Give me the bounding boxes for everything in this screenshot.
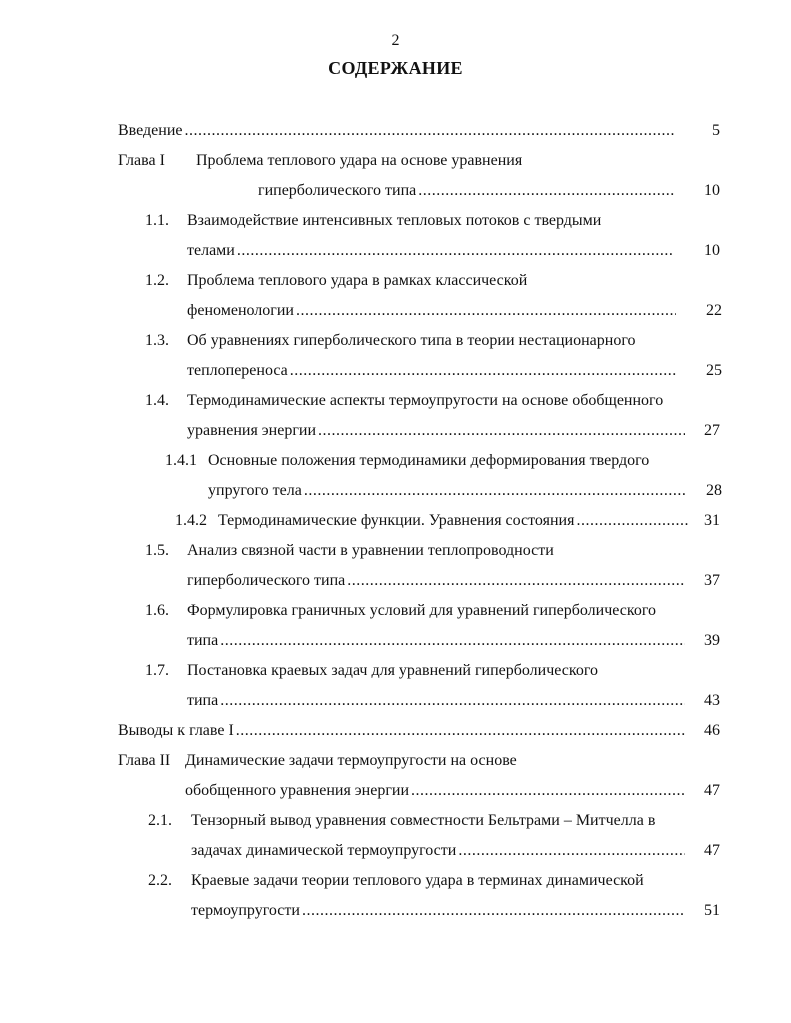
toc-entry-text: гиперболического типа bbox=[187, 572, 346, 589]
toc-page-number: 28 bbox=[706, 482, 722, 499]
toc-page-number: 47 bbox=[704, 782, 720, 799]
toc-chapter-number: Глава II bbox=[118, 752, 171, 769]
toc-entry-text: задачах динамической термоупругости bbox=[191, 842, 457, 859]
toc-subsection-number: 1.4.1 bbox=[165, 452, 197, 469]
toc-entry-ch2 bbox=[185, 781, 687, 801]
toc-subsection-number: 1.4.2 bbox=[175, 512, 207, 529]
toc-entry-intro bbox=[118, 121, 676, 141]
page-title: СОДЕРЖАНИЕ bbox=[328, 58, 463, 78]
toc-entry-2-2 bbox=[191, 901, 687, 921]
toc-entry-1-7 bbox=[187, 691, 687, 711]
toc-section-number: 1.5. bbox=[145, 542, 169, 559]
toc-entry-1-5 bbox=[187, 571, 687, 591]
toc-entry-text: Выводы к главе I bbox=[118, 722, 234, 739]
toc-entry-text: Тензорный вывод уравнения совместности Бельтрами – Митчелла в bbox=[191, 812, 656, 829]
toc-page-number: 10 bbox=[704, 242, 720, 259]
toc-chapter-number: Глава I bbox=[118, 152, 165, 169]
toc-section-number: 1.7. bbox=[145, 662, 169, 679]
toc-entry-conclusions-1 bbox=[118, 721, 688, 741]
toc-entry-text: феноменологии bbox=[187, 302, 294, 319]
toc-page-number: 5 bbox=[712, 122, 720, 139]
toc-entry-text: Взаимодействие интенсивных тепловых потоков с твердыми bbox=[187, 212, 602, 229]
toc-entry-text: типа bbox=[187, 632, 219, 649]
toc-entry-text: Анализ связной части в уравнении теплопроводности bbox=[187, 542, 554, 559]
toc-page-number: 27 bbox=[704, 422, 720, 439]
toc-entry-text: телами bbox=[187, 242, 235, 259]
toc-entry-1-4 bbox=[187, 421, 687, 441]
toc-entry-text: гиперболического типа bbox=[258, 182, 417, 199]
toc-entry-text: теплопереноса bbox=[187, 362, 288, 379]
toc-section-number: 1.6. bbox=[145, 602, 169, 619]
toc-entry-text: термоупругости bbox=[191, 902, 300, 919]
toc-page-number: 25 bbox=[706, 362, 722, 379]
toc-entry-2-1 bbox=[191, 841, 687, 861]
toc-section-number: 1.2. bbox=[145, 272, 169, 289]
toc-entry-1-4-2 bbox=[218, 511, 690, 531]
toc-section-number: 1.4. bbox=[145, 392, 169, 409]
toc-page-number: 43 bbox=[704, 692, 720, 709]
toc-entry-text: Динамические задачи термоупругости на основе bbox=[185, 752, 517, 769]
toc-entry-text: Краевые задачи теории теплового удара в терминах динамической bbox=[191, 872, 644, 889]
toc-page-number: 47 bbox=[704, 842, 720, 859]
toc-page-number: 46 bbox=[704, 722, 720, 739]
toc-entry-1-6 bbox=[187, 631, 687, 651]
toc-entry-text: Об уравнениях гиперболического типа в теории нестационарного bbox=[187, 332, 636, 349]
toc-entry-text: типа bbox=[187, 692, 219, 709]
toc-entry-text: Постановка краевых задач для уравнений гиперболического bbox=[187, 662, 598, 679]
toc-entry-text: Термодинамические функции. Уравнения состояния bbox=[218, 512, 575, 529]
page-number: 2 bbox=[391, 32, 400, 49]
toc-entry-ch1 bbox=[258, 181, 676, 201]
toc-page-number: 10 bbox=[704, 182, 720, 199]
toc-entry-text: Введение bbox=[118, 122, 183, 139]
toc-entry-text: обобщенного уравнения энергии bbox=[185, 782, 410, 799]
toc-entry-1-4-1 bbox=[208, 481, 688, 501]
toc-page-number: 51 bbox=[704, 902, 720, 919]
toc-page-number: 39 bbox=[704, 632, 720, 649]
toc-entry-1-3 bbox=[187, 361, 678, 381]
toc-entry-text: Проблема теплового удара в рамках классической bbox=[187, 272, 528, 289]
toc-entry-text: упругого тела bbox=[208, 482, 302, 499]
toc-section-number: 1.1. bbox=[145, 212, 169, 229]
toc-section-number: 1.3. bbox=[145, 332, 169, 349]
toc-entry-text: Формулировка граничных условий для уравнений гиперболического bbox=[187, 602, 656, 619]
toc-entry-text: Проблема теплового удара на основе уравнения bbox=[196, 152, 523, 169]
toc-entry-1-2 bbox=[187, 301, 678, 321]
toc-page-number: 31 bbox=[704, 512, 720, 529]
toc-entry-text: Основные положения термодинамики деформирования твердого bbox=[208, 452, 650, 469]
toc-section-number: 2.2. bbox=[148, 872, 172, 889]
toc-page-number: 37 bbox=[704, 572, 720, 589]
toc-section-number: 2.1. bbox=[148, 812, 172, 829]
toc-entry-text: уравнения энергии bbox=[187, 422, 317, 439]
toc-entry-1-1 bbox=[187, 241, 676, 261]
toc-page-number: 22 bbox=[706, 302, 722, 319]
toc-entry-text: Термодинамические аспекты термоупругости на основе обобщенного bbox=[187, 392, 664, 409]
